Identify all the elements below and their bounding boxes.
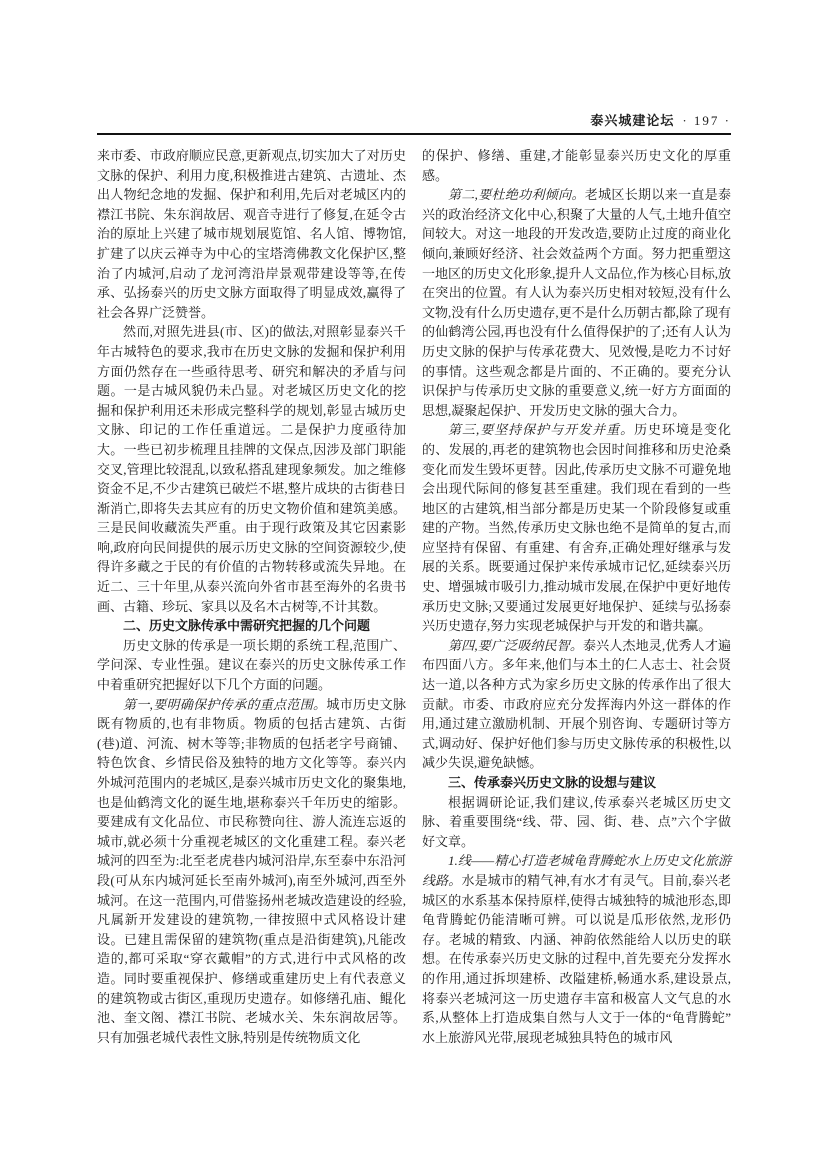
paragraph [422,420,731,636]
paragraph: 然而,对照先进县(市、区)的做法,对照彰显泰兴千年古城特色的要求,我市在历史文脉的发掘和保护利用方面仍然存在一些亟待思考、研究和解决的矛盾与问题。一是古城风貌仍未凸显。对老城区历史文化的挖掘和保护利用还未形成完整科学的规划,彰显古城历史文脉、印记的工作任重道远。二是保护力度亟待加大。一些已初步梳理且挂牌的文保点,因涉及部门职能交叉,管理比较混乱,以致私搭乱建现象频发。加之维修资金不足,不少古建筑已破烂不堪,整片成块的古街巷日渐消亡,即将失去其应有的历史文物价值和建筑美感。三是民间收藏流失严重。由于现行政策及其它因素影响,政府向民间提供的展示历史文脉的空间资源较少,使得许多藏之于民的有价值的古物转移或流失异地。在近二、三十年里,从泰兴流向外省市甚至海外的名贵书画、古籍、珍玩、家具以及名木古树等,不计其数。 [97,324,406,614]
header-rule [97,133,731,135]
section-heading: 三、传承泰兴历史文脉的设想与建议 [448,775,657,790]
paragraph-text: 城市历史文脉既有物质的,也有非物质。物质的包括古建筑、古街(巷)道、河流、树木等等;非物质的包括老字号商铺、特色饮食、乡情民俗及独特的地方文化等等。泰兴内外城河范围内的老城区,是泰兴城市历史文化的聚集地,也是仙鹤湾文化的诞生地,堪称泰兴千年历史的缩影。要建成有文化品位、市民称赞向往、游人流连忘返的城市,就必须十分重视老城区的文化重建工程。泰兴老城河的四至为:北至老虎巷内城河沿岸,东至泰中东沿河段(可从东内城河延长至南外城河),南至外城河,西至外城河。在这一范围内,可借鉴扬州老城改造建设的经验,凡属新开发建设的建筑物,一律按照中式风格设计建设。已建且需保留的建筑物(重点是沿街建筑),凡能改造的,都可采取“穿衣戴帽”的方式,进行中式风格的改造。同时要重视保护、修缮或重建历史上有代表意义的建筑物或古街区,重现历史遗存。如修缮孔庙、鲲化池、奎文阁、襟江书院、老城水关、朱东润故居等。只有加强老城代表性文脉,特别是传统物质文化 [97,696,406,1045]
left-column [97,146,406,1047]
page-header [97,112,731,130]
paragraph [422,185,731,420]
point-lead: 第四,要广泛吸纳民智。 [448,637,583,653]
journal-title: 泰兴城建论坛 [590,113,675,128]
point-lead: 第一,要明确保护传承的重点范围。 [123,696,327,712]
paragraph: 来市委、市政府顺应民意,更新观点,切实加大了对历史文脉的保护、利用力度,积极推进古建筑、古遗址、杰出人物纪念地的发掘、保护和利用,先后对老城区内的襟江书院、朱东润故居、观音寺进行了修复,在延令古治的原址上兴建了城市规划展览馆、名人馆、博物馆,扩建了以庆云禅寺为中心的宝塔湾佛教文化保护区,整治了内城河,启动了龙河湾沿岸景观带建设等等,在传承、弘扬泰兴的历史文脉方面取得了明显成效,赢得了社会各界广泛赞誉。 [97,148,406,320]
paragraph [422,636,731,773]
paragraph: 历史文脉的传承是一项长期的系统工程,范围广、学问深、专业性强。建议在泰兴的历史文脉传承工作中着重研究把握好以下几个方面的问题。 [97,637,406,693]
page-content [97,112,731,1047]
paragraph-text: 水是城市的精气神,有水才有灵气。目前,泰兴老城区的水系基本保持原样,使得古城独特的城池形态,即龟背腾蛇仍能清晰可辨。可以说是瓜形依然,龙形仍存。老城的精致、内涵、神韵依然能给人以历史的联想。在传承泰兴历史文脉的过程中,首先要充分发挥水的作用,通过拆坝建桥、改隘建桥,畅通水系,建设景点,将泰兴老城河这一历史遗存丰富和极富人文气息的水系,从整体上打造成集自然与人文于一体的“龟背腾蛇”水上旅游风光带,展现老城独具特色的城市风 [422,872,731,1045]
paragraph-text: 老城区长期以来一直是泰兴的政治经济文化中心,积聚了大量的人气,土地升值空间较大。对这一地段的开发改造,要防止过度的商业化倾向,兼顾好经济、社会效益两个方面。努力把重塑这一地区的历史文化形象,提升人文品位,作为核心目标,放在突出的位置。有人认为泰兴历史相对较短,没有什么文物,没有什么历史遗存,更不是什么历朝古都,除了现有的仙鹤湾公园,再也没有什么值得保护的了;还有人认为历史文脉的保护与传承花费大、见效慢,是吃力不讨好的事情。这些观念都是片面的、不正确的。要充分认识保护与传承历史文脉的重要意义,统一好方方面面的思想,凝聚起保护、开发历史文脉的强大合力。 [422,187,731,418]
right-column [422,146,731,1047]
page-number: · 197 · [682,113,731,128]
paragraph: 根据调研论证,我们建议,传承泰兴老城区历史文脉、着重要围绕“线、带、园、街、巷、点”六个字做好文章。 [422,794,731,849]
point-lead: 第二,要杜绝功利倾向。 [448,187,585,203]
point-lead: 第三,要坚持保护与开发并重。 [448,422,635,438]
paragraph [97,695,406,1048]
paragraph-text: 历史环境是变化的、发展的,再老的建筑物也会因时间推移和历史沧桑变化而发生毁坏更替。因此,传承历史文脉不可避免地会出现代际间的修复甚至重建。我们现在看到的一些地区的古建筑,相当部分都是历史某一个阶段修复或重建的产物。当然,传承历史文脉也绝不是简单的复古,而应坚持有保留、有重建、有舍弃,正确处理好继承与发展的关系。既要通过保护来传承城市记忆,延续泰兴历史、增强城市吸引力,推动城市发展,在保护中更好地传承历史文脉;又要通过发展更好地保护、延续与弘扬泰兴历史遗存,努力实现老城保护与开发的和谐共赢。 [422,422,731,634]
section-heading: 二、历史文脉传承中需研究把握的几个问题 [123,618,371,634]
paragraph: 的保护、修缮、重建,才能彰显泰兴历史文化的厚重感。 [422,148,731,183]
point-lead: 1.线——精心打造老城龟背腾蛇水上历史文化旅游线路。 [422,853,731,888]
paragraph [422,851,731,1047]
paragraph-text: 泰兴人杰地灵,优秀人才遍布四面八方。多年来,他们与本土的仁人志士、社会贤达一道,以各种方式为家乡历史文脉的传承作出了很大贡献。市委、市政府应充分发挥海内外这一群体的作用,通过建立激励机制、开展个别咨询、专题研讨等方式,调动好、保护好他们参与历史文脉传承的积极性,以减少失误,避免缺憾。 [422,637,731,771]
two-column-text [97,146,731,1047]
